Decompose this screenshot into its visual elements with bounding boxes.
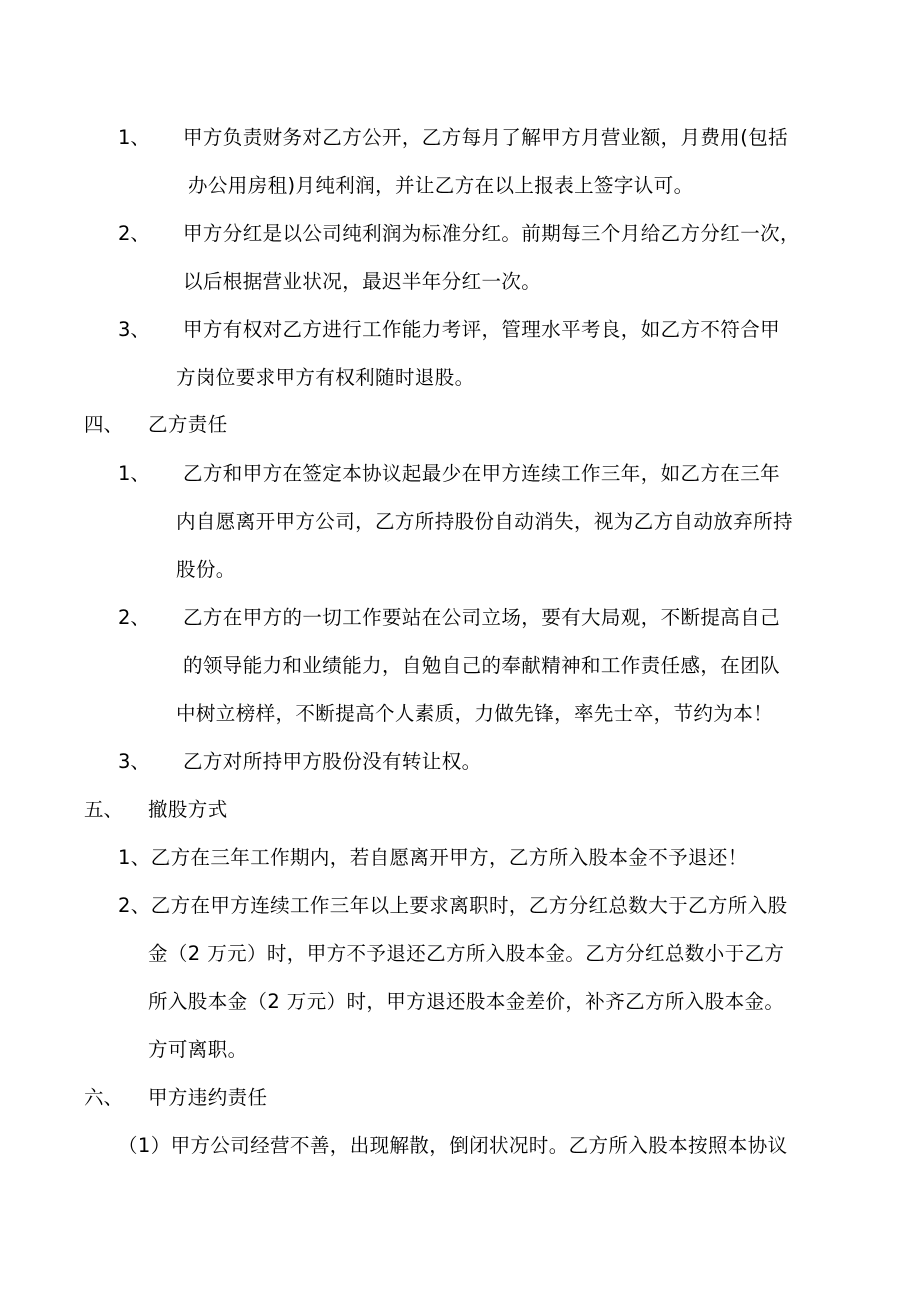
item-text-line: （1）甲方公司经营不善，出现解散，倒闭状况时。乙方所入股本按照本协议 [118,1134,788,1157]
item-text-line: 2、乙方在甲方连续工作三年以上要求离职时，乙方分红总数大于乙方所入股 [118,894,788,917]
item-text-line: 乙方对所持甲方股份没有转让权。 [183,750,482,773]
item-text-line: 办公用房租)月纯利润，并让乙方在以上报表上签字认可。 [188,174,694,197]
item-text-line: 以后根据营业状况，最迟半年分红一次。 [183,270,542,293]
item-text-line: 所入股本金（2 万元）时，甲方退还股本金差价，补齐乙方所入股本金。 [148,990,785,1013]
section-number: 六、 [84,1086,124,1109]
item-number: 2、 [118,222,150,245]
item-number: 1、 [118,462,150,485]
item-text-line: 乙方在甲方的一切工作要站在公司立场，要有大局观，不断提高自己 [183,606,781,629]
item-number: 3、 [118,318,150,341]
section-title: 乙方责任 [148,413,228,436]
item-number: 2、 [118,606,150,629]
item-text-line: 方岗位要求甲方有权利随时退股。 [176,366,475,389]
item-text-line: 中树立榜样，不断提高个人素质，力做先锋，率先士卒，节约为本！ [176,702,774,725]
item-text-line: 金（2 万元）时，甲方不予退还乙方所入股本金。乙方分红总数小于乙方 [148,942,785,965]
section-title: 甲方违约责任 [148,1086,268,1109]
item-text-line: 1、乙方在三年工作期内，若自愿离开甲方，乙方所入股本金不予退还！ [118,846,748,869]
item-text-line: 的领导能力和业绩能力，自勉自己的奉献精神和工作责任感，在团队 [183,654,781,677]
section-title: 撤股方式 [148,798,228,821]
item-text-line: 乙方和甲方在签定本协议起最少在甲方连续工作三年，如乙方在三年 [183,462,781,485]
section-number: 四、 [84,413,124,436]
item-text-line: 股份。 [176,558,236,581]
section-number: 五、 [84,798,124,821]
item-text-line: 内自愿离开甲方公司，乙方所持股份自动消失，视为乙方自动放弃所持 [176,510,793,533]
item-text-line: 甲方分红是以公司纯利润为标准分红。前期每三个月给乙方分红一次， [183,222,800,245]
item-text-line: 甲方负责财务对乙方公开，乙方每月了解甲方月营业额，月费用(包括 [183,126,789,149]
item-text-line: 方可离职。 [148,1038,248,1061]
item-number: 3、 [118,750,150,773]
item-number: 1、 [118,126,150,149]
item-text-line: 甲方有权对乙方进行工作能力考评，管理水平考良，如乙方不符合甲 [183,318,781,341]
